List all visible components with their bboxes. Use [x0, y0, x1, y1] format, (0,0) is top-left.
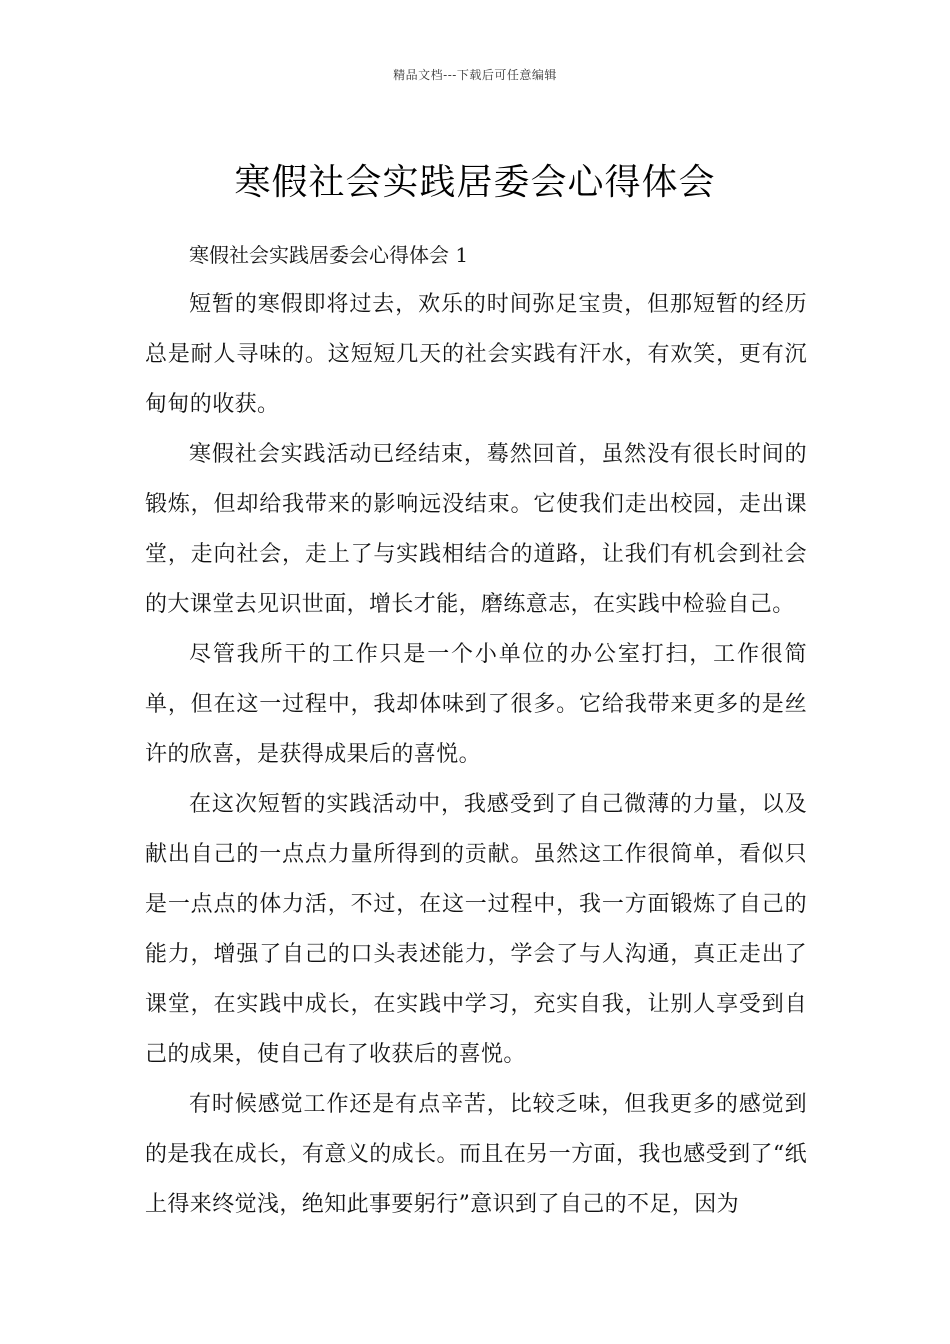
paragraph: 在这次短暂的实践活动中，我感受到了自己微薄的力量，以及献出自己的一点点力量所得到的贡献。虽然这工作很简单，看似只是一点点的体力活，不过，在这一过程中，我一方面锻炼了自己的能力，增强了自己的口头表述能力，学会了与人沟通，真正走出了课堂，在实践中成长，在实践中学习，充实自我，让别人享受到自己的成果，使自己有了收获后的喜悦。: [145, 792, 807, 1067]
section-subheading: 寒假社会实践居委会心得体会 1: [189, 243, 469, 267]
document-body: [145, 230, 807, 1230]
paragraph: 有时候感觉工作还是有点辛苦，比较乏味，但我更多的感觉到的是我在成长，有意义的成长。而且在另一方面，我也感受到了“纸上得来终觉浅，绝知此事要躬行”意识到了自己的不足，因为: [145, 1092, 807, 1217]
document-title: 寒假社会实践居委会心得体会: [234, 162, 716, 204]
paragraph: 尽管我所干的工作只是一个小单位的办公室打扫，工作很简单，但在这一过程中，我却体味到了很多。它给我带来更多的是丝许的欣喜，是获得成果后的喜悦。: [145, 642, 807, 767]
paragraph: 短暂的寒假即将过去，欢乐的时间弥足宝贵，但那短暂的经历总是耐人寻味的。这短短几天的社会实践有汗水，有欢笑，更有沉甸甸的收获。: [145, 292, 807, 417]
paragraph: 寒假社会实践活动已经结束，蓦然回首，虽然没有很长时间的锻炼，但却给我带来的影响远没结束。它使我们走出校园，走出课堂，走向社会，走上了与实践相结合的道路，让我们有机会到社会的大课堂去见识世面，增长才能，磨练意志，在实践中检验自己。: [145, 442, 807, 617]
header-note: 精品文档---下载后可任意编辑: [393, 68, 557, 82]
